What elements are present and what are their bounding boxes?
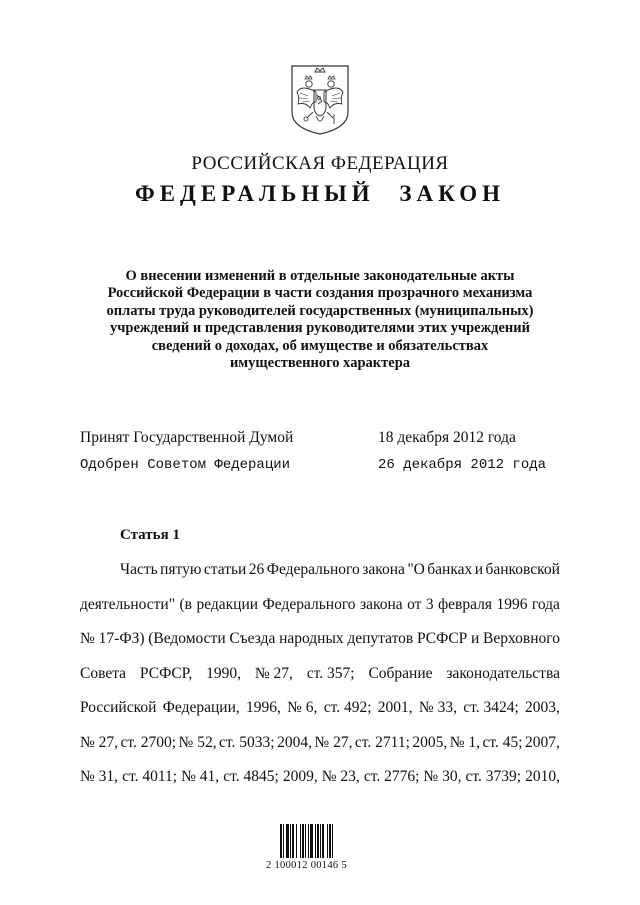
barcode-bar [308,824,309,858]
word: банках [427,561,473,578]
word: № 27, [254,664,293,682]
coat-of-arms-emblem [288,62,352,136]
word: народных [279,630,344,647]
word: 2004, [277,733,312,751]
law-title-line: О внесении изменений в отдельные законодательные акты [125,268,515,284]
word: 1996 [496,595,528,613]
word: 2003, [525,699,560,716]
law-title-line: учреждений и представления руководителями этих учреждений [110,320,530,337]
word: депутатов [347,630,414,647]
barcode-bar [280,824,282,858]
word: ст. 2700; [120,733,177,751]
article-text-line [120,561,560,579]
word: 3 [425,595,434,613]
word: ст. 357; [306,664,355,682]
law-title-line: имущественного характера [229,355,411,372]
adoption-date: 26 декабря 2012 года [378,457,547,473]
barcode-bar [292,824,294,858]
word: Федерации, [162,699,240,716]
word: № 52, [178,733,217,751]
word: ст. 5033; [219,733,275,751]
barcode-bar [320,824,321,858]
word: закона [362,561,405,578]
barcode-bar [322,824,324,858]
barcode-bar [286,824,289,858]
law-title-line: сведений о доходах, об имуществе и обязательствах [151,337,489,354]
word: Часть [120,561,158,578]
word: законодательства [446,664,560,682]
barcode-bar [315,824,316,858]
barcode-bar [296,824,297,858]
word: 1990, [206,664,241,682]
word: Российской [80,699,157,716]
barcode-bar [332,824,333,858]
word: ст. 2776; [363,768,420,785]
barcode-bar [305,824,306,858]
document-type: ФЕДЕРАЛЬНЫЙ ЗАКОН [134,181,506,206]
word: ст. 3424; [463,699,519,716]
word: февраля [438,595,492,613]
barcode-bar [310,824,313,858]
word: № 6, [287,699,318,716]
word: Верховного [483,630,560,647]
word: "О [407,561,425,578]
word: № 41, [181,768,220,785]
adoption-label: Одобрен Советом Федерации [80,457,291,473]
word: 2009, [282,768,318,785]
word: (в [179,595,192,613]
word: 2010, [525,768,560,785]
adoption-date: 18 декабря 2012 года [378,429,516,446]
word: ст. 492; [323,699,372,716]
barcode-bar [329,824,331,858]
word: Совета [80,664,127,682]
word: и [471,630,480,647]
word: ст. 4845; [223,768,279,785]
article-text-line [80,596,560,614]
word: РСФСР, [139,664,193,682]
adoption-label: Принят Государственной Думой [80,429,294,446]
word: от [407,595,422,613]
word: 26 [248,561,265,578]
word: 2005, [412,733,448,751]
article-text-line [80,734,560,752]
word: ст. 45; [482,733,523,751]
barcode-number: 2 100012 00146 5 [266,860,347,871]
word: Съезда [229,630,276,647]
word: закона [360,595,403,613]
article-text-line [80,768,560,786]
word: года [531,595,560,613]
word: № 23, [321,768,360,785]
word: 2001, [377,699,413,716]
barcode-bar [290,824,291,858]
word: № 1, [449,733,481,751]
word: № 30, [423,768,462,785]
barcode-bar [300,824,301,858]
law-title-line: Российской Федерации в части создания прозрачного механизма [107,285,533,302]
country-name: РОССИЙСКАЯ ФЕДЕРАЦИЯ [191,153,449,174]
article-text-line [80,630,560,648]
word: и [474,561,484,578]
word: РСФСР [416,630,468,647]
word: деятельности" [80,595,176,613]
barcode-bar [327,824,328,858]
word: ст. 2711; [354,733,410,751]
barcode-bar [317,824,319,858]
barcode-bar [283,824,284,858]
word: № 33, [418,699,457,716]
law-title [80,268,560,372]
word: (Ведомости [148,630,226,647]
law-title-line: оплаты труда руководителей государственных (муниципальных) [106,302,534,319]
word: 2007, [525,733,560,751]
word: № 31, [80,768,119,785]
article-heading: Статья 1 [120,527,180,543]
word: Собрание [368,664,433,682]
word: № 27, [314,733,353,751]
word: 1996, [246,699,281,716]
word: статьи [203,561,247,578]
word: ст. 4011; [122,768,178,785]
word: ст. 3739; [465,768,522,785]
word: № 17-ФЗ) [80,630,145,647]
word: пятую [160,561,202,578]
barcode-bar [302,824,304,858]
word: банковской [485,561,560,578]
word: Федерального [266,561,360,578]
article-text-line [80,665,560,683]
word: редакции [196,595,259,613]
article-text-line [80,699,560,717]
word: Федерального [262,595,356,613]
word: № 27, [80,733,119,751]
